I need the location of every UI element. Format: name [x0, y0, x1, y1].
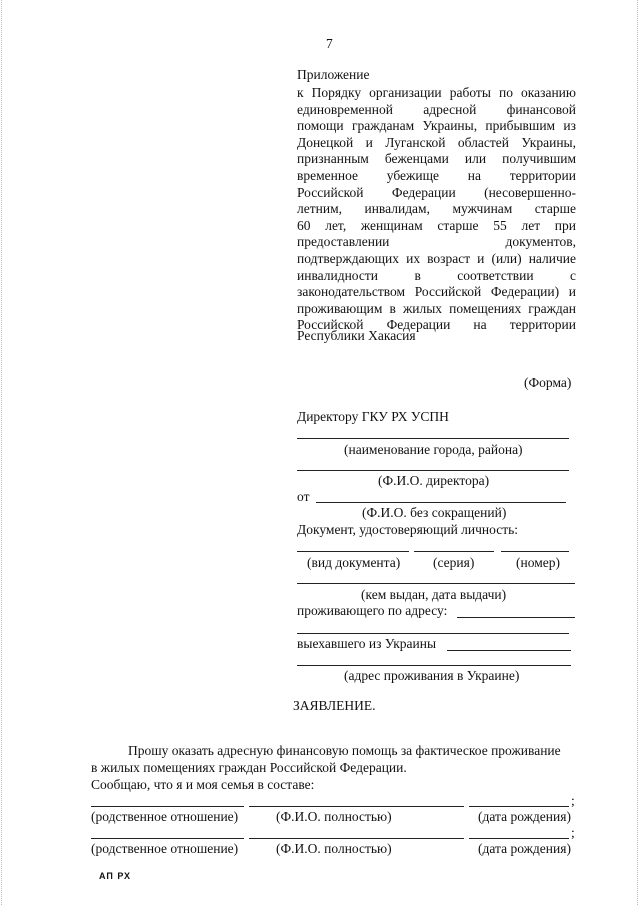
- appendix-title: Приложение: [297, 67, 370, 82]
- statement-title: ЗАЯВЛЕНИЕ.: [293, 698, 376, 713]
- city-line[interactable]: [297, 438, 569, 439]
- number-caption: (номер): [516, 555, 560, 570]
- appendix-line: 60 лет, женщинам старше 55 лет при: [297, 217, 576, 233]
- name-caption: (Ф.И.О. полностью): [276, 809, 392, 824]
- birth-line-2[interactable]: [469, 838, 569, 839]
- id-document-label: Документ, удостоверяющий личность:: [297, 522, 519, 537]
- right-scan-edge: [637, 0, 638, 905]
- ukraine-address-caption: (адрес проживания в Украине): [344, 668, 520, 683]
- address-line-2[interactable]: [297, 633, 569, 634]
- series-caption: (серия): [433, 555, 475, 570]
- appendix-line: предоставлении документов,: [297, 234, 576, 250]
- issued-line[interactable]: [297, 583, 575, 584]
- director-name-caption: (Ф.И.О. директора): [378, 473, 490, 488]
- addressee-director: Директору ГКУ РХ УСПН: [297, 409, 449, 424]
- ukraine-line-2[interactable]: [297, 665, 571, 666]
- relation-caption: (родственное отношение): [91, 809, 239, 824]
- line-end-semicolon: ;: [571, 793, 575, 808]
- appendix-line: помощи гражданам Украины, прибывшим из: [297, 118, 576, 134]
- director-name-line[interactable]: [297, 470, 569, 471]
- birth-line-1[interactable]: [469, 806, 569, 807]
- footer-mark: АП РХ: [99, 871, 132, 881]
- relation-caption: (родственное отношение): [91, 841, 239, 856]
- family-intro: Сообщаю, что я и моя семья в составе:: [91, 777, 315, 792]
- from-label: от: [297, 489, 310, 504]
- name-line-2[interactable]: [249, 838, 464, 839]
- relation-line-1[interactable]: [91, 806, 244, 807]
- page-number: 7: [326, 36, 333, 51]
- appendix-line: проживающим в жилых помещениях граждан: [297, 300, 576, 316]
- series-line[interactable]: [414, 551, 494, 552]
- request-paragraph-line1: Прошу оказать адресную финансовую помощь за фактическое проживание: [128, 743, 561, 758]
- request-paragraph-line2: в жилых помещениях граждан Российской Федерации.: [91, 760, 407, 775]
- number-line[interactable]: [501, 551, 569, 552]
- issued-caption: (кем выдан, дата выдачи): [361, 587, 507, 602]
- appendix-line: подтверждающих их возраст и (или) наличие: [297, 251, 576, 266]
- appendix-line: к Порядку организации работы по оказанию: [297, 85, 576, 100]
- line-end-semicolon: ;: [571, 825, 575, 840]
- birth-caption: (дата рождения): [478, 809, 571, 824]
- name-line-1[interactable]: [249, 806, 464, 807]
- doc-type-line[interactable]: [297, 551, 409, 552]
- applicant-caption: (Ф.И.О. без сокращений): [362, 505, 507, 520]
- applicant-name-line[interactable]: [316, 502, 566, 503]
- left-ukraine-label: выехавшего из Украины: [297, 636, 437, 651]
- doc-type-caption: (вид документа): [307, 555, 401, 570]
- appendix-line: Донецкой и Луганской областей Украины,: [297, 134, 576, 150]
- appendix-line: летним, инвалидам, мужчинам старше: [297, 201, 576, 217]
- city-caption: (наименование города, района): [344, 442, 523, 457]
- appendix-line: Российской Федерации (несовершенно-: [297, 184, 576, 200]
- form-label: (Форма): [524, 375, 572, 390]
- address-line-1[interactable]: [457, 617, 575, 618]
- appendix-last-line: Республики Хакасия: [297, 328, 416, 343]
- name-caption: (Ф.И.О. полностью): [276, 841, 392, 856]
- birth-caption: (дата рождения): [478, 841, 571, 856]
- ukraine-line-1[interactable]: [447, 650, 571, 651]
- appendix-line: инвалидности в соответствии с: [297, 267, 576, 283]
- left-scan-edge: [1, 0, 2, 905]
- appendix-line: законодательством Российской Федерации) и: [297, 284, 576, 300]
- appendix-line: временное убежище на территории: [297, 168, 576, 183]
- appendix-line: Российской Федерации на территории: [297, 317, 576, 333]
- address-label: проживающего по адресу:: [297, 603, 448, 618]
- appendix-line: единовременной адресной финансовой: [297, 101, 576, 117]
- appendix-line: признанным беженцами или получившим: [297, 151, 576, 167]
- relation-line-2[interactable]: [91, 838, 244, 839]
